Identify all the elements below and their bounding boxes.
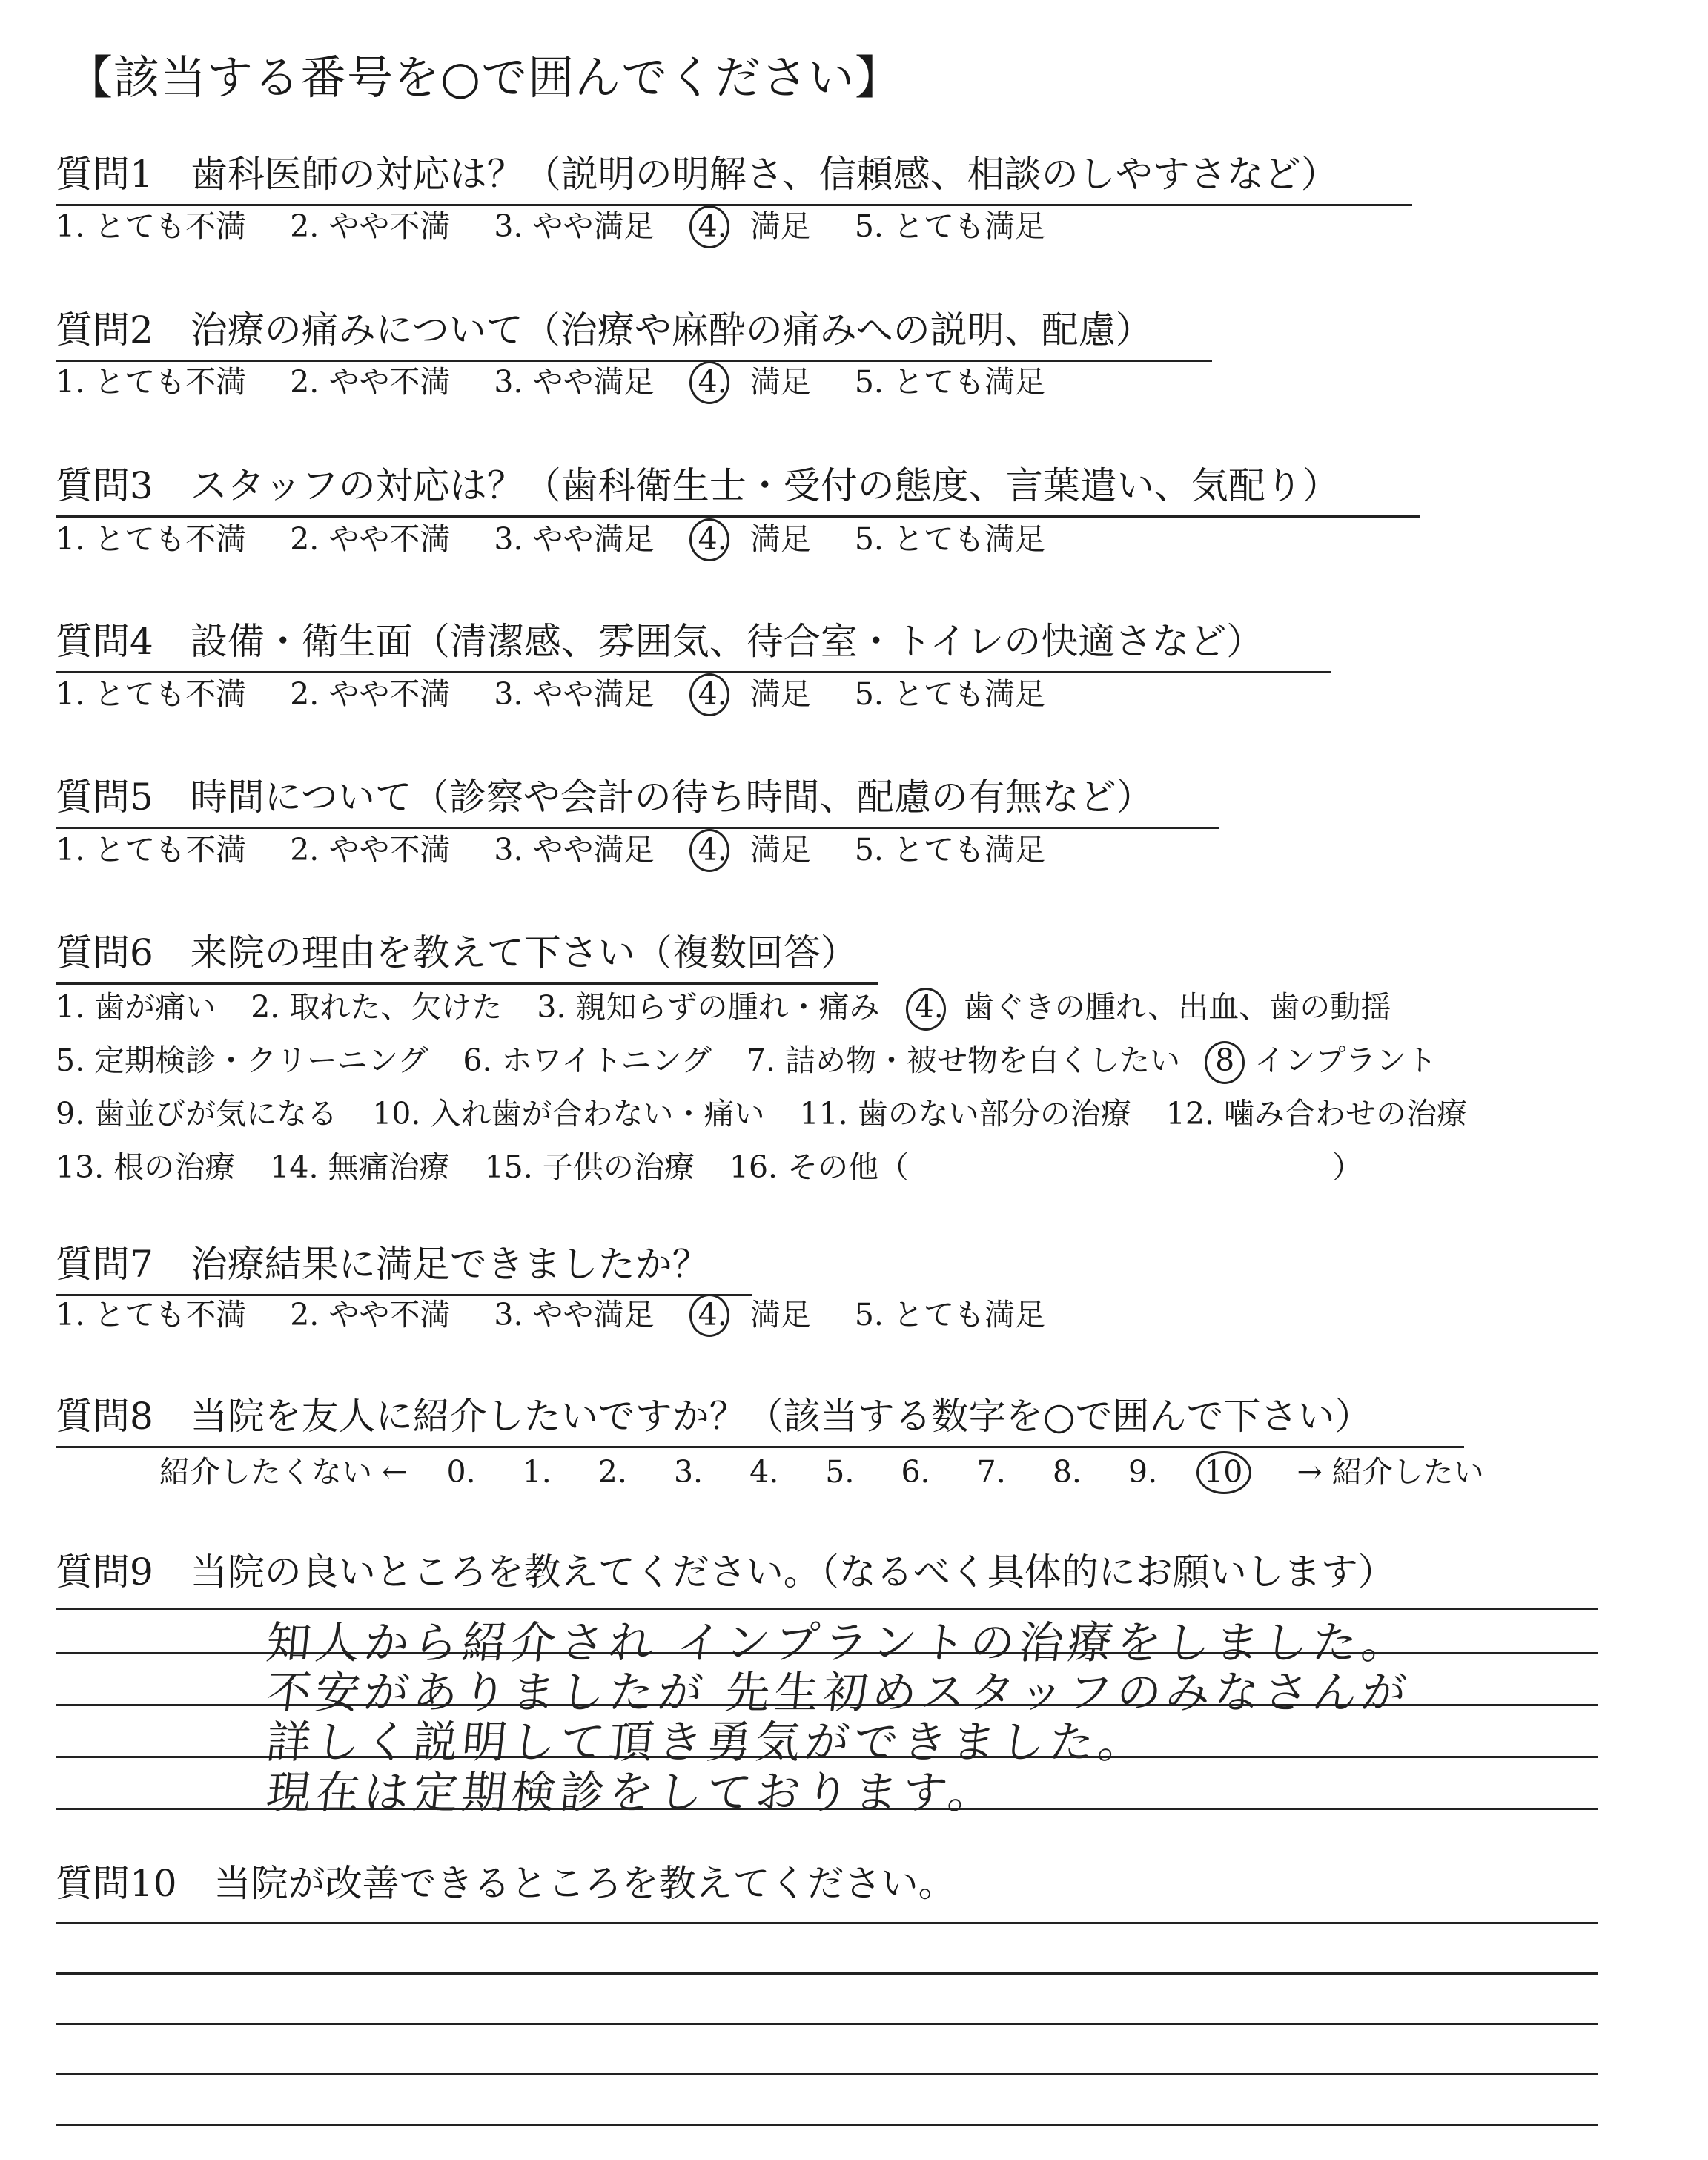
reason-7[interactable]: 7. 詰め物・被せ物を白くしたい [746, 1043, 1181, 1078]
handwritten-answer-line-4: 現在は定期検診をしております。 [263, 1767, 1000, 1819]
option-2[interactable]: 2. やや不満 [290, 521, 451, 557]
question-4-title: 質問4 設備・衛生面（清潔感、雰囲気、待合室・トイレの快適さなど） [56, 612, 1331, 673]
option-5[interactable]: 5. とても満足 [854, 521, 1045, 557]
q6-row-1 [56, 980, 1492, 1034]
question-8-scale [159, 1447, 1484, 1491]
reason-12[interactable]: 12. 噛み合わせの治療 [1165, 1096, 1468, 1132]
reason-1[interactable]: 1. 歯が痛い [56, 989, 216, 1025]
option-4-label: 満足 [749, 208, 811, 244]
option-4-selected[interactable]: 4. [698, 521, 727, 557]
scale-10-selected[interactable]: 10 [1204, 1454, 1242, 1490]
question-2-options [56, 357, 1079, 401]
answer-line[interactable] [56, 1922, 1598, 1924]
scale-2[interactable]: 2. [598, 1454, 627, 1490]
option-3[interactable]: 3. やや満足 [494, 1297, 655, 1332]
option-4-selected[interactable]: 4. [698, 364, 727, 400]
scale-9[interactable]: 9. [1128, 1454, 1158, 1490]
question-6-title: 質問6 来院の理由を教えて下さい（複数回答） [56, 923, 878, 985]
scale-1[interactable]: 1. [522, 1454, 552, 1490]
question-6-options [56, 980, 1492, 1194]
scale-6[interactable]: 6. [901, 1454, 930, 1490]
option-4-selected[interactable]: 4. [698, 1297, 727, 1332]
option-4-label: 満足 [749, 832, 811, 868]
reason-10[interactable]: 10. 入れ歯が合わない・痛い [372, 1096, 765, 1132]
option-5[interactable]: 5. とても満足 [854, 364, 1045, 400]
answer-line[interactable] [56, 2073, 1598, 2075]
question-8-title: 質問8 当院を友人に紹介したいですか？（該当する数字を○で囲んで下さい） [56, 1387, 1464, 1448]
reason-11[interactable]: 11. 歯のない部分の治療 [799, 1096, 1131, 1132]
reason-9[interactable]: 9. 歯並びが気になる [56, 1096, 338, 1132]
option-4-label: 満足 [749, 1297, 811, 1332]
reason-13[interactable]: 13. 根の治療 [56, 1149, 236, 1185]
handwritten-answer-line-3: 詳しく説明して頂き勇気ができました。 [263, 1717, 1151, 1768]
question-3-title: 質問3 スタッフの対応は？（歯科衛生士・受付の態度、言葉遣い、気配り） [56, 456, 1420, 518]
option-5[interactable]: 5. とても満足 [854, 832, 1045, 868]
option-1[interactable]: 1. とても不満 [56, 364, 247, 400]
question-1-options [56, 202, 1079, 245]
option-3[interactable]: 3. やや満足 [494, 676, 655, 712]
scale-5[interactable]: 5. [825, 1454, 855, 1490]
reason-14[interactable]: 14. 無痛治療 [270, 1149, 450, 1185]
question-9-title: 質問9 当院の良いところを教えてください。（なるべく具体的にお願いします） [56, 1550, 1395, 1593]
scale-4[interactable]: 4. [749, 1454, 779, 1490]
reason-3[interactable]: 3. 親知らずの腫れ・痛み [537, 989, 880, 1025]
option-2[interactable]: 2. やや不満 [290, 1297, 451, 1332]
question-4-options [56, 670, 1079, 713]
option-2[interactable]: 2. やや不満 [290, 364, 451, 400]
question-1-title: 質問1 歯科医師の対応は？（説明の明解さ、信頼感、相談のしやすさなど） [56, 145, 1412, 206]
reason-6[interactable]: 6. ホワイトニング [463, 1043, 712, 1078]
reason-2[interactable]: 2. 取れた、欠けた [251, 989, 503, 1025]
option-4-label: 満足 [749, 364, 811, 400]
scale-8[interactable]: 8. [1052, 1454, 1082, 1490]
reason-8-label: インプラント [1254, 1043, 1437, 1078]
q6-row-3 [56, 1087, 1492, 1140]
question-7-title: 質問7 治療結果に満足できましたか？ [56, 1235, 752, 1296]
option-5[interactable]: 5. とても満足 [854, 1297, 1045, 1332]
option-4-label: 満足 [749, 676, 811, 712]
option-2[interactable]: 2. やや不満 [290, 676, 451, 712]
option-2[interactable]: 2. やや不満 [290, 208, 451, 244]
handwritten-answer-line-1: 知人から紹介され インプラントの治療をしました。 [263, 1617, 1414, 1669]
reason-16-other[interactable]: 16. その他（ [729, 1149, 910, 1185]
scale-right-label: → 紹介したい [1297, 1454, 1484, 1490]
option-1[interactable]: 1. とても不満 [56, 832, 247, 868]
question-10-title: 質問10 当院が改善できるところを教えてください。 [56, 1862, 956, 1905]
option-3[interactable]: 3. やや満足 [494, 208, 655, 244]
q6-row-4 [56, 1140, 1492, 1194]
handwritten-answer-line-2: 不安がありましたが 先生初めスタッフのみなさんが [263, 1667, 1414, 1719]
reason-4-selected[interactable]: 4. [915, 980, 944, 1034]
reason-15[interactable]: 15. 子供の治療 [484, 1149, 695, 1185]
answer-line[interactable] [56, 2124, 1598, 2126]
option-3[interactable]: 3. やや満足 [494, 364, 655, 400]
option-2[interactable]: 2. やや不満 [290, 832, 451, 868]
option-4-selected[interactable]: 4. [698, 208, 727, 244]
answer-line[interactable] [56, 1972, 1598, 1975]
option-3[interactable]: 3. やや満足 [494, 832, 655, 868]
question-5-options [56, 825, 1079, 869]
reason-4-label: 歯ぐきの腫れ、出血、歯の動揺 [963, 989, 1391, 1025]
option-5[interactable]: 5. とても満足 [854, 208, 1045, 244]
reason-16-close: ） [1331, 1149, 1363, 1185]
option-1[interactable]: 1. とても不満 [56, 521, 247, 557]
q6-row-2 [56, 1034, 1492, 1087]
reason-8-selected[interactable]: 8 [1215, 1034, 1234, 1087]
scale-0[interactable]: 0. [446, 1454, 476, 1490]
question-7-options [56, 1290, 1079, 1334]
question-2-title: 質問2 治療の痛みについて（治療や麻酔の痛みへの説明、配慮） [56, 300, 1212, 362]
option-4-label: 満足 [749, 521, 811, 557]
option-1[interactable]: 1. とても不満 [56, 1297, 247, 1332]
answer-line[interactable] [56, 2023, 1598, 2025]
question-5-title: 質問5 時間について（診察や会計の待ち時間、配慮の有無など） [56, 767, 1219, 829]
option-1[interactable]: 1. とても不満 [56, 676, 247, 712]
form-header: 【該当する番号を○で囲んでください】 [67, 50, 902, 105]
option-3[interactable]: 3. やや満足 [494, 521, 655, 557]
scale-3[interactable]: 3. [673, 1454, 704, 1490]
option-4-selected[interactable]: 4. [698, 676, 727, 712]
question-3-options [56, 515, 1079, 558]
option-4-selected[interactable]: 4. [698, 832, 727, 868]
reason-5[interactable]: 5. 定期検診・クリーニング [56, 1043, 428, 1078]
scale-7[interactable]: 7. [976, 1454, 1006, 1490]
scale-left-label: 紹介したくない ← [159, 1454, 408, 1490]
option-1[interactable]: 1. とても不満 [56, 208, 247, 244]
option-5[interactable]: 5. とても満足 [854, 676, 1045, 712]
